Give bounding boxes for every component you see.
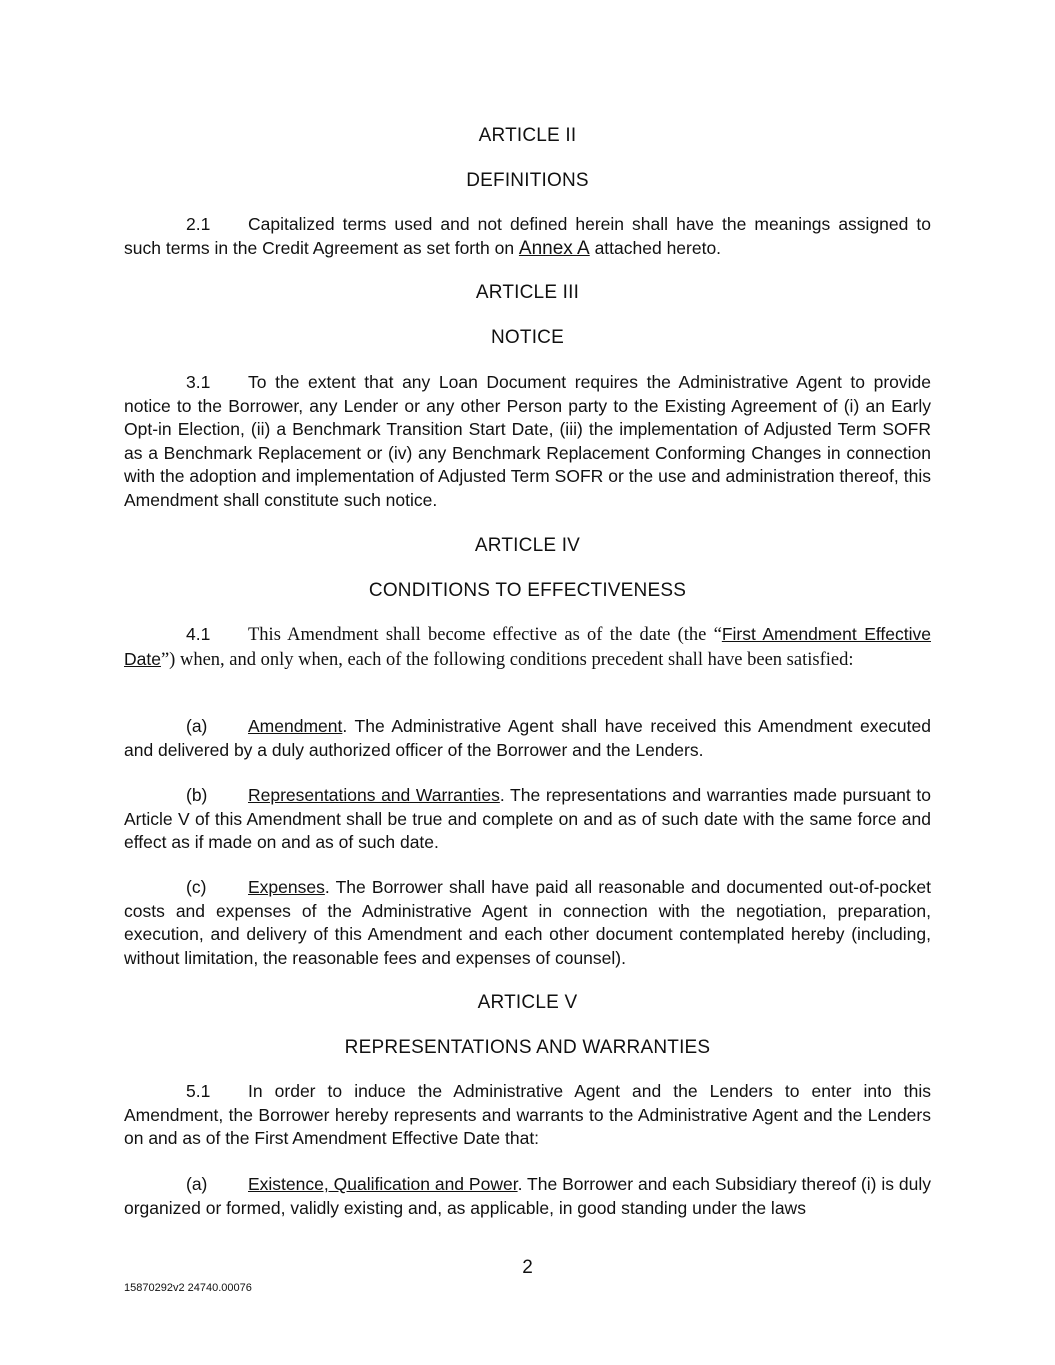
section-number: 4.1 [186, 624, 211, 644]
article-iv-subtitle: CONDITIONS TO EFFECTIVENESS [368, 580, 687, 601]
article-v-title: ARTICLE V [477, 992, 578, 1013]
section-2-1: 2.1 Capitalized terms used and not defined herein shall have the meanings assigned to such terms in the Credit Agreement as set forth on Annex A attached hereto. [124, 214, 931, 259]
section-4-1: 4.1 This Amendment shall become effective as of the date (the “First Amendment Effective Date”) when, and only when, each of the following conditions precedent shall have been satisfied: [124, 624, 931, 670]
representation-a: (a) Existence, Qualification and Power. The Borrower and each Subsidiary thereof (i) is duly organized or formed, validly existing and, as applicable, in good standing under the laws [124, 1174, 931, 1218]
condition-b: (b) Representations and Warranties. The representations and warranties made pursuant to Article V of this Amendment shall be true and complete on and as of such date with the same force and effect as if made on and as of such date. [124, 785, 931, 853]
clause-number: (a) [186, 716, 208, 736]
annex-a-reference: Annex A [518, 237, 590, 259]
clause-heading: Representations and Warranties [248, 785, 500, 805]
section-number: 5.1 [186, 1081, 211, 1101]
article-iii-subtitle: NOTICE [491, 327, 564, 348]
section-number: 2.1 [186, 214, 211, 234]
document-page [124, 0, 931, 1365]
article-ii-title: ARTICLE II [478, 125, 577, 146]
article-iii-title: ARTICLE III [475, 282, 580, 303]
document-id: 15870292v2 24740.00076 [124, 1282, 252, 1294]
article-ii-subtitle: DEFINITIONS [466, 170, 589, 191]
defined-term: First Amendment Effective Date [124, 624, 931, 669]
section-number: 3.1 [186, 372, 211, 392]
clause-number: (a) [186, 1174, 208, 1194]
clause-number: (b) [186, 785, 208, 805]
page-number: 2 [522, 1257, 533, 1278]
condition-c: (c) Expenses. The Borrower shall have paid all reasonable and documented out-of-pocket costs and expenses of the Administrative Agent in connection with the negotiation, preparation, execution, and delivery of this Amendment and each other document contemplated hereby (including, without limitation, the reasonable fees and expenses of counsel). [124, 877, 931, 968]
article-iv-title: ARTICLE IV [474, 535, 581, 556]
condition-a: (a) Amendment. The Administrative Agent shall have received this Amendment executed and delivered by a duly authorized officer of the Borrower and the Lenders. [124, 716, 931, 760]
section-5-1: 5.1 In order to induce the Administrative Agent and the Lenders to enter into this Amendment, the Borrower hereby represents and warrants to the Administrative Agent and the Lenders on and as of the First Amendment Effective Date that: [124, 1081, 931, 1149]
clause-heading: Amendment [248, 716, 343, 736]
article-v-subtitle: REPRESENTATIONS AND WARRANTIES [344, 1037, 711, 1058]
clause-heading: Expenses [248, 877, 325, 897]
clause-number: (c) [186, 877, 207, 897]
clause-heading: Existence, Qualification and Power [248, 1174, 518, 1194]
section-3-1: 3.1 To the extent that any Loan Document requires the Administrative Agent to provide notice to the Borrower, any Lender or any other Person party to the Existing Agreement of (i) an Early Opt-in Election, (ii) a Benchmark Transition Start Date, (iii) the implementation of Adjusted Term SOFR as a Benchmark Replacement or (iv) any Benchmark Replacement Conforming Changes in connection with the adoption and implementation of Adjusted Term SOFR or the use and administration thereof, this Amendment shall constitute such notice. [124, 372, 931, 510]
